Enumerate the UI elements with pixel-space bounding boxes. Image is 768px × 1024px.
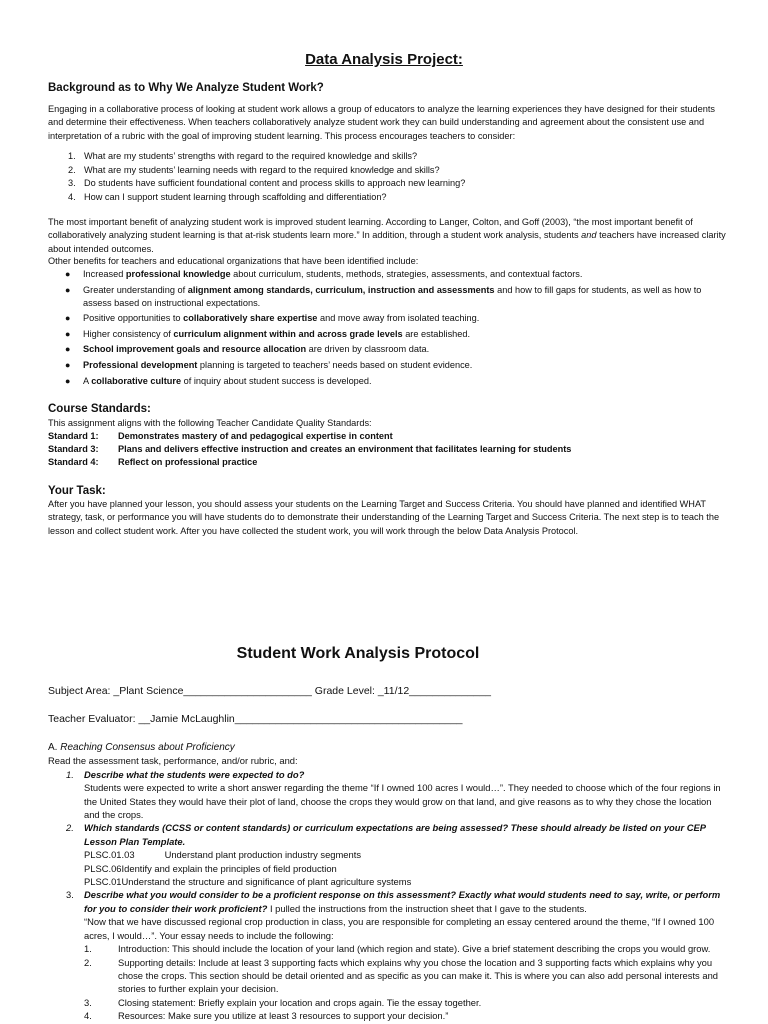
- background-heading: Background as to Why We Analyze Student Work?: [48, 82, 324, 94]
- question-3: 3. Describe what you would consider to be a proficient response on this assessment? Exactly what would students need to say, write, or perform for you to consider their work proficient? I pulled the instructions from the instruction sheet that I gave to the students.: [66, 889, 721, 914]
- subject-grade-line: Subject Area: _Plant Science______________________ Grade Level: _11/12______________: [48, 685, 491, 697]
- standard-code-row: PLSC.01.03 Understand plant production industry segments: [84, 849, 362, 861]
- question-1-answer: Students were expected to write a short answer regarding the theme “If I owned 100 acres I would…”. They needed to choose which of the four regions in the United States they would have their plot of land, choose the crops they would grow on that land, and give reasons as to why they chose the location and the crops.: [84, 782, 721, 821]
- standard-row: Standard 1: Demonstrates mastery of and pedagogical expertise in content: [48, 431, 393, 441]
- section-a-heading: A. Reaching Consensus about Proficiency: [48, 742, 235, 753]
- benefit-item: ● Greater understanding of alignment among standards, curriculum, instruction and assessments and how to fill gaps for students, as well as how to assess based on instructional expectations.: [65, 284, 702, 308]
- standard-code-row: PLSC.01Understand the structure and significance of plant agriculture systems: [84, 876, 412, 888]
- background-intro: Engaging in a collaborative process of looking at student work allows a group of educators to analyze the learning experiences they have designed for their students and determine their effectiveness. When teachers collaboratively analyze student work they can build understanding and agreement about the consistent use and interpretation of a rubric with the goal of improving student learning. This process encourages teachers to consider:: [48, 104, 716, 141]
- your-task-text: After you have planned your lesson, you should assess your students on the Learning Target and Success Criteria. You should have planned and identified WHAT strategy, task, or performance you will have students do to demonstrate their understanding of the Learning Target and Success Criteria. The next step is to teach the lesson and collect student work. After you have collected the student work, you will work through the below Data Analysis Protocol.: [48, 499, 720, 536]
- teacher-evaluator-line: Teacher Evaluator: __Jamie McLaughlin_______________________________________: [48, 713, 463, 725]
- essay-requirement: 2. Supporting details: Include at least 3 supporting facts which explains why you chose the location and 3 supporting facts which explains why you chose the crops. This section should be detail oriented and as specific as you can make it. This is where you can also add personal interests and stories to further explain your decision.: [84, 956, 718, 995]
- standard-code-row: PLSC.06Identify and explain the principles of field production: [84, 862, 337, 874]
- benefit-item: ● Increased professional knowledge about curriculum, students, methods, strategies, assessments, and contextual factors.: [65, 269, 583, 279]
- benefits-list: [48, 268, 728, 390]
- page-title: Data Analysis Project:: [305, 51, 463, 68]
- essay-requirement: 3. Closing statement: Briefly explain your location and crops again. Tie the essay together.: [84, 996, 482, 1008]
- other-benefits-intro: Other benefits for teachers and educational organizations that have been identified include:: [48, 256, 419, 266]
- questions-list: [48, 150, 728, 204]
- essay-requirement: 1. Introduction: This should include the location of your land (which region and state). Give a brief statement describing the crops you would grow.: [84, 943, 711, 955]
- benefit-item: ● Positive opportunities to collaboratively share expertise and move away from isolated teaching.: [65, 313, 480, 324]
- question-1: 1. Describe what the students were expected to do?: [66, 768, 305, 780]
- course-standards-heading: Course Standards:: [48, 403, 151, 415]
- benefit-item: ● Professional development planning is targeted to teachers’ needs based on student evidence.: [65, 359, 473, 370]
- protocol-title: Student Work Analysis Protocol: [236, 645, 480, 662]
- standard-row: Standard 4: Reflect on professional practice: [48, 457, 258, 467]
- question-2: 2. Which standards (CCSS or content standards) or curriculum expectations are being assessed? These should already be listed on your CEP Lesson Plan Template.: [66, 822, 706, 847]
- question-item: 2. What are my students’ learning needs with regard to the required knowledge and skills?: [68, 164, 440, 175]
- essay-requirement: 4. Resources: Make sure you utilize at least 3 resources to support your decision.”: [84, 1010, 449, 1022]
- question-item: 1. What are my students’ strengths with regard to the required knowledge and skills?: [68, 151, 418, 161]
- benefit-item: ● Higher consistency of curriculum alignment within and across grade levels are established.: [65, 328, 471, 339]
- read-instructions: Read the assessment task, performance, and/or rubric, and:: [48, 755, 298, 767]
- standards-list: [48, 430, 728, 469]
- question-item: 3. Do students have sufficient foundational content and process skills to approach new learning?: [68, 178, 466, 188]
- standard-row: Standard 3: Plans and delivers effective instruction and creates an environment that facilitates learning for students: [48, 444, 572, 454]
- course-standards-intro: This assignment aligns with the following Teacher Candidate Quality Standards:: [48, 418, 372, 428]
- benefit-item: ● A collaborative culture of inquiry about student success is developed.: [65, 375, 372, 386]
- instruction-quote: “Now that we have discussed regional crop production in class, you are responsible for completing an essay centered around the theme, “If I owned 100 acres, I would…”. Your essay needs to include the following:: [84, 916, 715, 941]
- section-a: [48, 741, 728, 1023]
- question-item: 4. How can I support student learning through scaffolding and differentiation?: [68, 191, 387, 202]
- benefit-item: ● School improvement goals and resource allocation are driven by classroom data.: [65, 344, 430, 355]
- benefit-paragraph: The most important benefit of analyzing student work is improved student learning. According to Langer, Colton, and Goff (2003), “the most important benefit of collaboratively analyzing student learning is that at-risk students learn more.” In addition, through a student work analysis, students and teachers have increased clarity about intended outcomes.: [48, 217, 726, 254]
- your-task-heading: Your Task:: [48, 485, 106, 497]
